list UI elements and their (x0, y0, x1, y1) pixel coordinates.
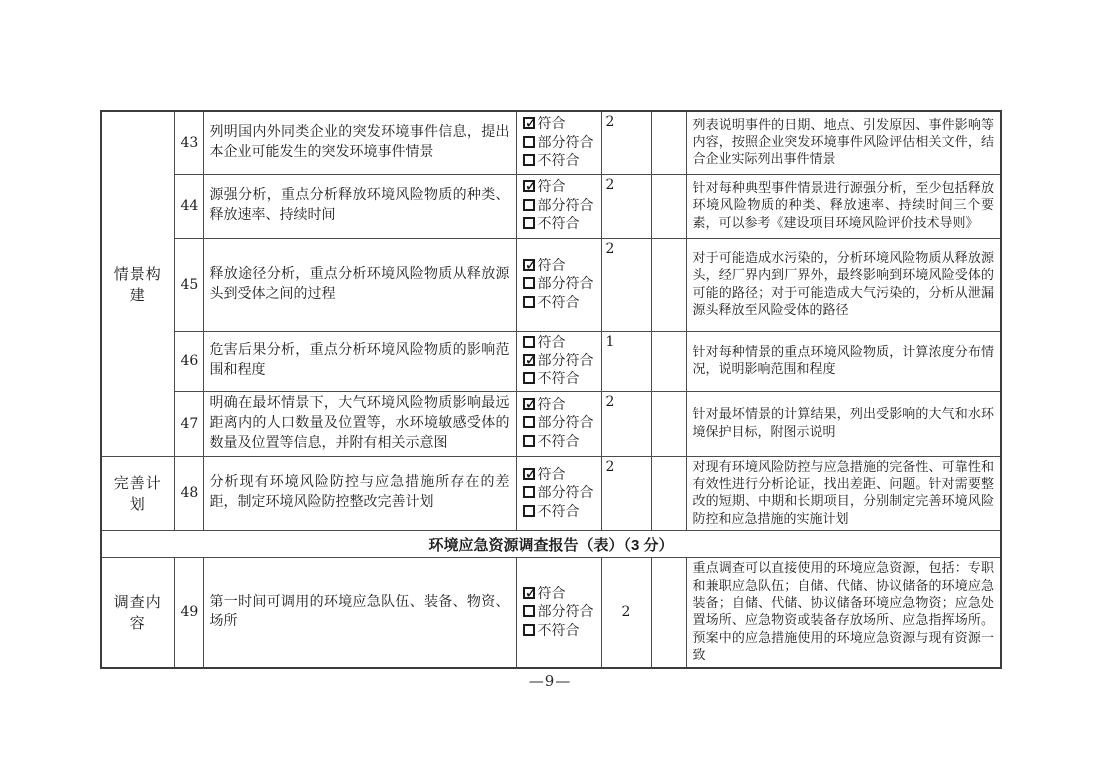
remark-text: 列表说明事件的日期、地点、引发原因、事件影响等内容，按照企业突发环境事件风险评估相关文件，结合企业实际列出事件情景 (686, 111, 1001, 174)
checkbox-icon (523, 117, 535, 129)
row-number: 45 (174, 238, 203, 331)
score-value: 2 (601, 111, 651, 174)
checkbox-icon (523, 336, 535, 348)
checkbox-label: 部分符合 (537, 485, 594, 502)
checkbox-label: 符合 (537, 179, 566, 196)
checkbox-option-nonconform (523, 622, 595, 640)
checkbox-icon (523, 180, 535, 192)
empty-cell (651, 331, 686, 391)
checkbox-label: 部分符合 (537, 415, 594, 432)
checkbox-label: 部分符合 (537, 352, 594, 369)
checkbox-label: 符合 (537, 334, 566, 351)
checkbox-option-nonconform (523, 503, 595, 521)
checkbox-option-partial (523, 275, 595, 293)
empty-cell (651, 111, 686, 174)
remark-text: 针对每种情景的重点环境风险物质，计算浓度分布情况，说明影响范围和程度 (686, 331, 1001, 391)
checkbox-icon (523, 505, 535, 517)
remark-text: 针对最坏情景的计算结果，列出受影响的大气和水环境保护目标，附图示说明 (686, 391, 1001, 456)
checkbox-label: 符合 (537, 116, 566, 133)
checkbox-label: 部分符合 (537, 604, 594, 621)
table-row (101, 331, 1001, 391)
section-header-row (101, 531, 1001, 558)
row-number: 46 (174, 331, 203, 391)
checkbox-icon (523, 277, 535, 289)
checkbox-label: 符合 (537, 466, 566, 483)
table-row (101, 111, 1001, 174)
checkbox-option-conform (523, 257, 595, 275)
checkbox-label: 不符合 (537, 371, 580, 388)
checkbox-icon (523, 259, 535, 271)
row-number: 48 (174, 456, 203, 531)
checkbox-option-partial (523, 484, 595, 502)
checkbox-option-partial (523, 414, 595, 432)
checkbox-option-partial (523, 197, 595, 215)
criterion-text: 释放途径分析，重点分析环境风险物质从释放源头到受体之间的过程 (203, 238, 516, 331)
checkbox-option-conform (523, 178, 595, 196)
row-number: 44 (174, 174, 203, 238)
remark-text: 针对每种典型事件情景进行源强分析，至少包括释放环境风险物质的种类、释放速率、持续时间三个要素，可以参考《建设项目环境风险评价技术导则》 (686, 174, 1001, 238)
criterion-text: 列明国内外同类企业的突发环境事件信息，提出本企业可能发生的突发环境事件情景 (203, 111, 516, 174)
row-number: 47 (174, 391, 203, 456)
row-number: 49 (174, 558, 203, 668)
evaluation-table (100, 110, 1002, 669)
checkbox-label: 不符合 (537, 622, 580, 639)
checkbox-group (516, 174, 601, 238)
category-cell-survey: 调查内容 (101, 558, 174, 668)
empty-cell (651, 558, 686, 668)
remark-text: 重点调查可以直接使用的环境应急资源，包括：专职和兼职应急队伍；自储、代储、协议储备的环境应急装备；自储、代储、协议储备环境应急物资；应急处置场所、应急物资或装备存放场所、应急指挥场所。预案中的应急措施使用的环境应急资源与现有资源一致 (686, 558, 1001, 668)
table-row (101, 558, 1001, 668)
checkbox-option-nonconform (523, 152, 595, 170)
checkbox-option-nonconform (523, 370, 595, 388)
checkbox-icon (523, 217, 535, 229)
checkbox-icon (523, 296, 535, 308)
remark-text: 对于可能造成水污染的，分析环境风险物质从释放源头，经厂界内到厂界外，最终影响到环境风险受体的可能的路径；对于可能造成大气污染的，分析从泄漏源头释放至风险受体的路径 (686, 238, 1001, 331)
category-cell-plan: 完善计划 (101, 456, 174, 531)
checkbox-label: 不符合 (537, 216, 580, 233)
checkbox-icon (523, 435, 535, 447)
checkbox-option-conform (523, 585, 595, 603)
score-value: 2 (601, 238, 651, 331)
checkbox-option-nonconform (523, 433, 595, 451)
checkbox-group (516, 456, 601, 531)
checkbox-icon (523, 416, 535, 428)
checkbox-icon (523, 624, 535, 636)
checkbox-option-partial (523, 603, 595, 621)
checkbox-icon (523, 136, 535, 148)
empty-cell (651, 456, 686, 531)
checkbox-group (516, 238, 601, 331)
criterion-text: 第一时间可调用的环境应急队伍、装备、物资、场所 (203, 558, 516, 668)
remark-text: 对现有环境风险防控与应急措施的完备性、可靠性和有效性进行分析论证，找出差距、问题。针对需要整改的短期、中期和长期项目，分别制定完善环境风险防控和应急措施的实施计划 (686, 456, 1001, 531)
checkbox-option-partial (523, 352, 595, 370)
checkbox-label: 符合 (537, 397, 566, 414)
checkbox-icon (523, 468, 535, 480)
checkbox-option-conform (523, 466, 595, 484)
checkbox-icon (523, 605, 535, 617)
checkbox-label: 不符合 (537, 433, 580, 450)
score-value: 2 (601, 174, 651, 238)
checkbox-group (516, 331, 601, 391)
table-row (101, 391, 1001, 456)
table-row (101, 238, 1001, 331)
category-cell-scenario: 情景构建 (101, 111, 174, 456)
checkbox-label: 部分符合 (537, 276, 594, 293)
checkbox-label: 不符合 (537, 503, 580, 520)
score-value: 2 (601, 456, 651, 531)
checkbox-icon (523, 199, 535, 211)
empty-cell (651, 391, 686, 456)
checkbox-icon (523, 354, 535, 366)
checkbox-label: 部分符合 (537, 134, 594, 151)
section-header-title: 环境应急资源调查报告（表）（3 分） (101, 531, 1001, 558)
empty-cell (651, 238, 686, 331)
criterion-text: 源强分析，重点分析释放环境风险物质的种类、释放速率、持续时间 (203, 174, 516, 238)
checkbox-icon (523, 372, 535, 384)
criterion-text: 明确在最坏情景下，大气环境风险物质影响最远距离内的人口数量及位置等，水环境敏感受体的数量及位置等信息，并附有相关示意图 (203, 391, 516, 456)
checkbox-icon (523, 398, 535, 410)
criterion-text: 危害后果分析，重点分析环境风险物质的影响范围和程度 (203, 331, 516, 391)
checkbox-group (516, 558, 601, 668)
checkbox-label: 部分符合 (537, 197, 594, 214)
checkbox-label: 不符合 (537, 152, 580, 169)
checkbox-option-conform (523, 115, 595, 133)
checkbox-icon (523, 486, 535, 498)
score-value: 2 (601, 391, 651, 456)
checkbox-label: 不符合 (537, 294, 580, 311)
checkbox-group (516, 111, 601, 174)
score-value: 2 (601, 558, 651, 668)
table-row (101, 174, 1001, 238)
checkbox-icon (523, 587, 535, 599)
checkbox-icon (523, 154, 535, 166)
checkbox-label: 符合 (537, 257, 566, 274)
row-number: 43 (174, 111, 203, 174)
checkbox-option-nonconform (523, 215, 595, 233)
empty-cell (651, 174, 686, 238)
checkbox-option-partial (523, 134, 595, 152)
table-row (101, 456, 1001, 531)
score-value: 1 (601, 331, 651, 391)
checkbox-label: 符合 (537, 585, 566, 602)
page-number: —9— (528, 672, 572, 690)
checkbox-option-conform (523, 396, 595, 414)
criterion-text: 分析现有环境风险防控与应急措施所存在的差距，制定环境风险防控整改完善计划 (203, 456, 516, 531)
checkbox-group (516, 391, 601, 456)
checkbox-option-nonconform (523, 294, 595, 312)
